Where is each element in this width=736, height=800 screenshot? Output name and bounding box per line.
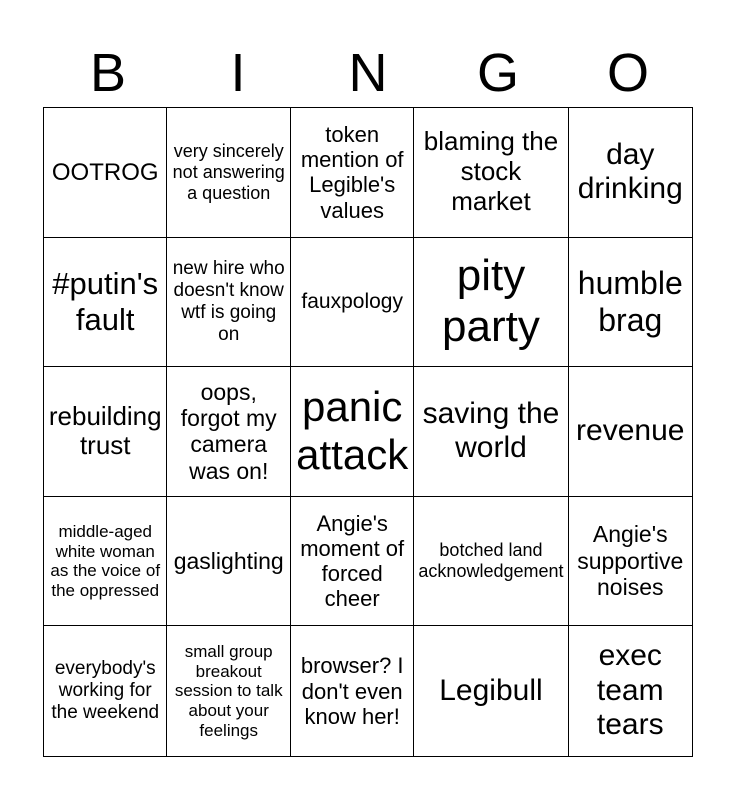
bingo-cell[interactable] [167,238,290,368]
bingo-cell[interactable] [414,497,568,627]
bingo-cell[interactable] [291,238,414,368]
bingo-cell[interactable] [167,108,290,238]
cell-text: gaslighting [173,547,284,574]
cell-text: Angie's supportive noises [577,521,684,601]
cell-text: oops, forgot my camera was on! [180,378,277,484]
cell-text: fauxpology [301,289,403,313]
bingo-cell[interactable] [291,626,414,756]
cell-text: day drinking [577,137,683,206]
bingo-cell[interactable] [414,108,568,238]
cell-text: browser? I don't even know her! [300,653,404,729]
cell-text: token mention of Legible's values [300,121,404,223]
cell-text: middle-aged white woman as the voice of the oppressed [50,522,161,600]
bingo-cell[interactable] [414,238,568,368]
bingo-cell[interactable] [569,108,692,238]
header-letter-n: N [348,43,388,103]
bingo-cell[interactable] [44,108,167,238]
bingo-cell[interactable] [167,497,290,627]
header-letter-o: O [606,43,649,103]
bingo-cell[interactable] [44,497,167,627]
bingo-cell[interactable] [414,367,568,497]
bingo-cell[interactable] [569,238,692,368]
header-letter-g: G [476,43,519,103]
cell-text: rebuilding trust [48,400,162,461]
cell-text: Angie's moment of forced cheer [300,510,405,612]
bingo-cell[interactable] [291,367,414,497]
bingo-cell[interactable] [569,367,692,497]
cell-text: small group breakout session to talk about your feelings [174,642,283,740]
cell-text: revenue [576,414,685,448]
bingo-cell[interactable] [44,367,167,497]
cell-text: panic attack [296,383,409,479]
cell-text: Legibull [439,673,543,707]
bingo-cell[interactable] [291,108,414,238]
cell-text: new hire who doesn't know wtf is going on [172,258,285,345]
cell-text: very sincerely not answering a question [172,141,285,203]
bingo-header [43,40,693,106]
header-letter-b: B [89,43,127,103]
cell-text: pity party [442,251,540,351]
bingo-cell[interactable] [44,626,167,756]
cell-text: OOTROG [51,158,159,186]
bingo-cell[interactable] [167,367,290,497]
bingo-cell[interactable] [569,626,692,756]
cell-text: exec team tears [596,639,664,742]
bingo-cell[interactable] [167,626,290,756]
cell-text: botched land acknowledgement [418,540,564,582]
cell-text: #putin's fault [52,266,159,337]
cell-text: saving the world [422,396,560,465]
bingo-cell[interactable] [291,497,414,627]
bingo-cell[interactable] [569,497,692,627]
cell-text: blaming the stock market [423,126,559,217]
cell-text: humble brag [577,265,683,338]
bingo-cell[interactable] [414,626,568,756]
bingo-cell[interactable] [44,238,167,368]
cell-text: everybody's working for the weekend [51,658,160,724]
header-letter-i: I [230,43,246,103]
bingo-board [43,107,693,757]
